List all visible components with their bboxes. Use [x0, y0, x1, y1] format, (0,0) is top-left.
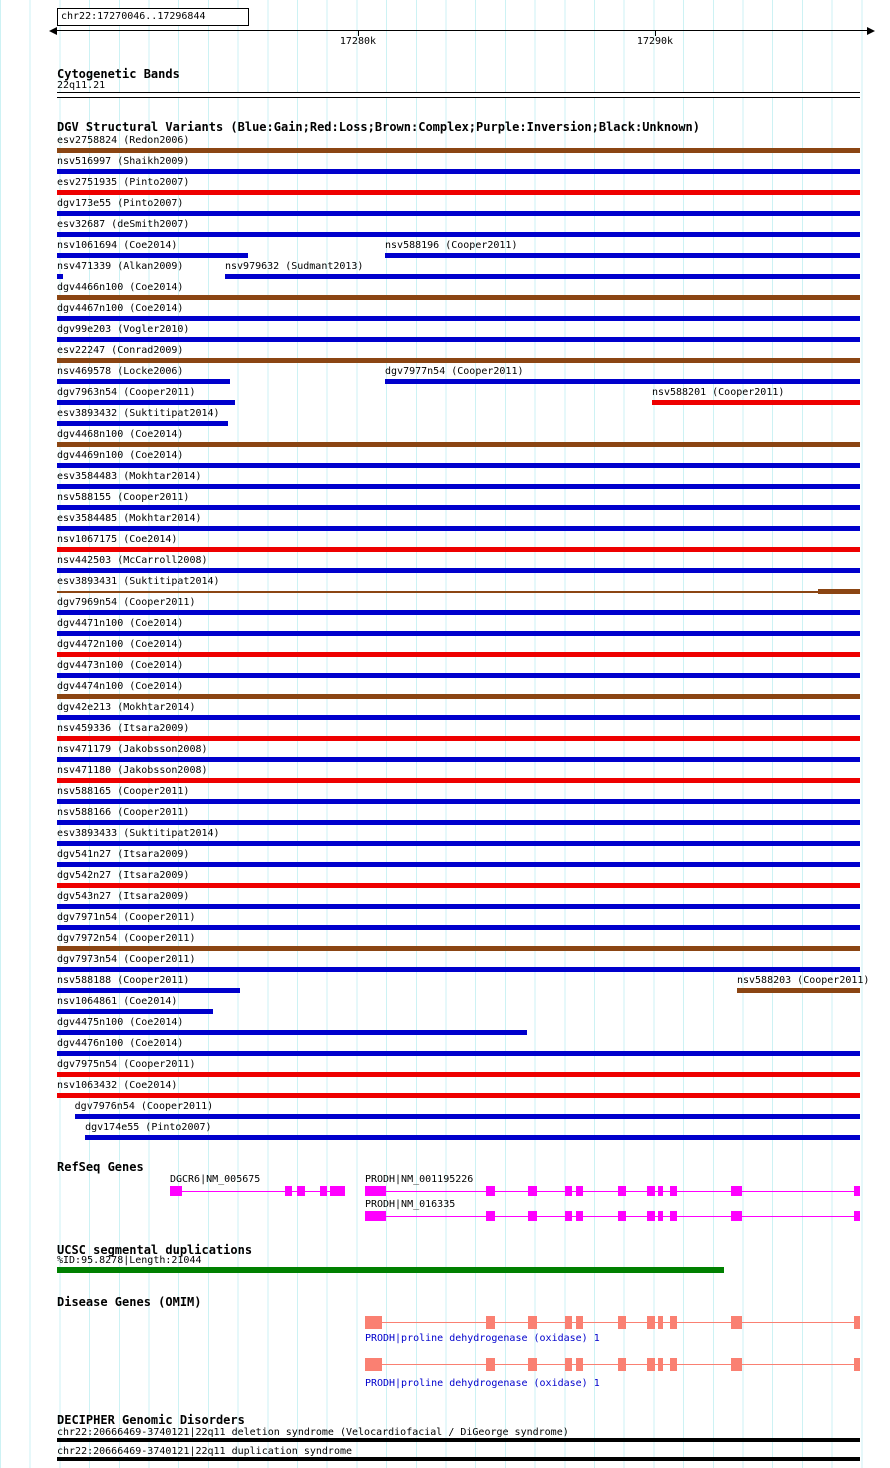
gene-exon[interactable] [365, 1186, 386, 1196]
dgv-variant-label[interactable]: esv2751935 (Pinto2007) [57, 177, 190, 188]
dgv-variant-label[interactable]: nsv588165 (Cooper2011) [57, 786, 190, 797]
gene-exon[interactable] [618, 1211, 626, 1221]
gene-exon[interactable] [854, 1358, 860, 1371]
section-title-refseq: RefSeq Genes [57, 1160, 144, 1174]
region-label-box: chr22:17270046..17296844 [57, 8, 249, 26]
dgv-variant-label[interactable]: dgv543n27 (Itsara2009) [57, 891, 190, 902]
gene-exon[interactable] [658, 1211, 664, 1221]
dgv-variant-label[interactable]: dgv7975n54 (Cooper2011) [57, 1059, 196, 1070]
dgv-variant-bar[interactable] [57, 904, 860, 909]
gene-exon[interactable] [576, 1186, 583, 1196]
gene-intron-line[interactable] [365, 1191, 860, 1192]
dgv-variant-label[interactable]: dgv542n27 (Itsara2009) [57, 870, 190, 881]
dgv-variant-label[interactable]: nsv442503 (McCarroll2008) [57, 555, 208, 566]
dgv-variant-bar[interactable] [57, 652, 860, 657]
gene-label[interactable]: PRODH|proline dehydrogenase (oxidase) 1 [364, 1333, 600, 1344]
gene-exon[interactable] [486, 1316, 494, 1329]
decipher-bar[interactable] [57, 1457, 860, 1461]
dgv-variant-bar[interactable] [57, 484, 860, 489]
gene-label[interactable]: PRODH|NM_016335 [364, 1199, 456, 1210]
dgv-variant-bar[interactable] [57, 1009, 213, 1014]
gene-exon[interactable] [486, 1211, 494, 1221]
dgv-variant-label[interactable]: nsv1067175 (Coe2014) [57, 534, 178, 545]
dgv-variant-label[interactable]: dgv4474n100 (Coe2014) [57, 681, 184, 692]
dgv-variant-label[interactable]: dgv4476n100 (Coe2014) [57, 1038, 184, 1049]
section-title-omim: Disease Genes (OMIM) [57, 1295, 202, 1309]
dgv-variant-label[interactable]: nsv1061694 (Coe2014) [57, 240, 178, 251]
gene-exon[interactable] [528, 1186, 537, 1196]
dgv-variant-bar[interactable] [57, 442, 860, 447]
dgv-variant-label[interactable]: dgv4469n100 (Coe2014) [57, 450, 184, 461]
dgv-variant-label[interactable]: dgv42e213 (Mokhtar2014) [57, 702, 196, 713]
gene-exon[interactable] [320, 1186, 327, 1196]
dgv-variant-label[interactable]: nsv469578 (Locke2006) [57, 366, 184, 377]
gene-label[interactable]: PRODH|NM_001195226 [364, 1174, 474, 1185]
dgv-variant-label[interactable]: dgv541n27 (Itsara2009) [57, 849, 190, 860]
dgv-variant-label[interactable]: esv3893432 (Suktitipat2014) [57, 408, 220, 419]
dgv-variant-label[interactable]: dgv4471n100 (Coe2014) [57, 618, 184, 629]
dgv-variant-label[interactable]: dgv7972n54 (Cooper2011) [57, 933, 196, 944]
dgv-variant-label[interactable]: dgv7971n54 (Cooper2011) [57, 912, 196, 923]
gene-exon[interactable] [365, 1316, 382, 1329]
section-title-decipher: DECIPHER Genomic Disorders [57, 1413, 245, 1427]
gene-exon[interactable] [647, 1316, 654, 1329]
gene-exon[interactable] [565, 1316, 572, 1329]
dgv-variant-bar[interactable] [57, 988, 240, 993]
decipher-bar[interactable] [57, 1438, 860, 1442]
gene-exon[interactable] [670, 1211, 677, 1221]
dgv-variant-bar[interactable] [75, 1114, 860, 1119]
dgv-variant-bar[interactable] [818, 589, 860, 594]
dgv-variant-bar[interactable] [57, 757, 860, 762]
dgv-variant-bar[interactable] [57, 379, 230, 384]
cytoband-bar[interactable] [57, 92, 860, 98]
gene-exon[interactable] [618, 1186, 626, 1196]
dgv-variant-label[interactable]: esv3893433 (Suktitipat2014) [57, 828, 220, 839]
gene-exon[interactable] [170, 1186, 182, 1196]
gene-exon[interactable] [528, 1211, 537, 1221]
dgv-variant-label[interactable]: dgv4473n100 (Coe2014) [57, 660, 184, 671]
dgv-variant-label[interactable]: dgv4468n100 (Coe2014) [57, 429, 184, 440]
dgv-variant-bar[interactable] [57, 673, 860, 678]
gene-exon[interactable] [854, 1186, 860, 1196]
dgv-variant-label[interactable]: dgv4472n100 (Coe2014) [57, 639, 184, 650]
gene-exon[interactable] [731, 1316, 742, 1329]
gene-exon[interactable] [854, 1316, 860, 1329]
dgv-variant-bar[interactable] [57, 841, 860, 846]
dgv-variant-label[interactable]: dgv4466n100 (Coe2014) [57, 282, 184, 293]
ruler-line [56, 30, 868, 31]
gene-exon[interactable] [670, 1358, 677, 1371]
dgv-variant-bar[interactable] [225, 274, 860, 279]
dgv-variant-bar[interactable] [737, 988, 860, 993]
gene-exon[interactable] [647, 1186, 654, 1196]
dgv-variant-label[interactable]: dgv4475n100 (Coe2014) [57, 1017, 184, 1028]
dgv-variant-bar[interactable] [57, 547, 860, 552]
ruler-arrow-left-icon [49, 27, 57, 35]
cytoband-label: 22q11.21 [57, 80, 106, 91]
dgv-variant-line[interactable] [57, 591, 860, 593]
gene-exon[interactable] [576, 1316, 583, 1329]
dgv-variant-label[interactable]: nsv979632 (Sudmant2013) [224, 261, 364, 272]
dgv-variant-label[interactable]: dgv7976n54 (Cooper2011) [74, 1101, 214, 1112]
gene-exon[interactable] [647, 1211, 654, 1221]
dgv-variant-bar[interactable] [57, 778, 860, 783]
dgv-variant-bar[interactable] [57, 169, 860, 174]
dgv-variant-bar[interactable] [57, 1030, 527, 1035]
section-title-cytobands: Cytogenetic Bands [57, 67, 180, 81]
dgv-variant-label[interactable]: dgv7969n54 (Cooper2011) [57, 597, 196, 608]
gene-exon[interactable] [647, 1358, 654, 1371]
gene-exon[interactable] [854, 1211, 860, 1221]
dgv-variant-label[interactable]: esv2758824 (Redon2006) [57, 135, 190, 146]
dgv-variant-bar[interactable] [57, 715, 860, 720]
gene-exon[interactable] [731, 1358, 742, 1371]
dgv-variant-bar[interactable] [57, 526, 860, 531]
dgv-variant-bar[interactable] [57, 316, 860, 321]
gene-label[interactable]: PRODH|proline dehydrogenase (oxidase) 1 [364, 1378, 600, 1389]
dgv-variant-bar[interactable] [57, 148, 860, 153]
gene-exon[interactable] [670, 1316, 677, 1329]
dgv-variant-bar[interactable] [57, 967, 860, 972]
decipher-label[interactable]: chr22:20666469-3740121|22q11 deletion syndrome (Velocardiofacial / DiGeorge syndrome) [57, 1427, 569, 1438]
gene-exon[interactable] [576, 1211, 583, 1221]
segdup-label[interactable]: %ID:95.8278|Length:21044 [57, 1255, 202, 1266]
dgv-variant-bar[interactable] [57, 400, 235, 405]
gene-label[interactable]: DGCR6|NM_005675 [169, 1174, 261, 1185]
gene-intron-line[interactable] [365, 1216, 860, 1217]
dgv-variant-bar[interactable] [57, 337, 860, 342]
dgv-variant-bar[interactable] [57, 925, 860, 930]
gene-exon[interactable] [618, 1358, 626, 1371]
dgv-variant-bar[interactable] [57, 211, 860, 216]
dgv-variant-label[interactable]: dgv4467n100 (Coe2014) [57, 303, 184, 314]
dgv-variant-bar[interactable] [57, 421, 228, 426]
dgv-variant-bar[interactable] [57, 505, 860, 510]
dgv-variant-bar[interactable] [57, 232, 860, 237]
dgv-variant-label[interactable]: dgv99e203 (Vogler2010) [57, 324, 190, 335]
gene-exon[interactable] [528, 1358, 537, 1371]
gene-exon[interactable] [297, 1186, 305, 1196]
dgv-variant-label[interactable]: dgv174e55 (Pinto2007) [85, 1122, 212, 1133]
dgv-variant-bar[interactable] [57, 610, 860, 615]
dgv-variant-label[interactable]: dgv173e55 (Pinto2007) [57, 198, 184, 209]
gene-intron-line[interactable] [365, 1364, 860, 1365]
decipher-label[interactable]: chr22:20666469-3740121|22q11 duplication syndrome [57, 1446, 353, 1457]
dgv-variant-label[interactable]: esv22247 (Conrad2009) [57, 345, 184, 356]
dgv-variant-bar[interactable] [57, 274, 63, 279]
dgv-variant-bar[interactable] [57, 862, 860, 867]
dgv-variant-label[interactable]: esv3584483 (Mokhtar2014) [57, 471, 202, 482]
dgv-variant-label[interactable]: nsv516997 (Shaikh2009) [57, 156, 190, 167]
gene-exon[interactable] [576, 1358, 583, 1371]
dgv-variant-bar[interactable] [57, 694, 860, 699]
gene-exon[interactable] [658, 1316, 664, 1329]
dgv-variant-label[interactable]: nsv588155 (Cooper2011) [57, 492, 190, 503]
dgv-variant-label[interactable]: nsv471339 (Alkan2009) [57, 261, 184, 272]
gene-exon[interactable] [731, 1186, 742, 1196]
section-title-segdup: UCSC segmental duplications [57, 1243, 253, 1257]
dgv-variant-bar[interactable] [385, 253, 860, 258]
dgv-variant-bar[interactable] [85, 1135, 860, 1140]
gene-exon[interactable] [486, 1186, 494, 1196]
dgv-variant-bar[interactable] [57, 820, 860, 825]
dgv-variant-label[interactable]: nsv588203 (Cooper2011) [736, 975, 870, 986]
gene-exon[interactable] [285, 1186, 293, 1196]
dgv-variant-label[interactable]: esv3893431 (Suktitipat2014) [57, 576, 220, 587]
dgv-variant-bar[interactable] [57, 1072, 860, 1077]
dgv-variant-bar[interactable] [652, 400, 860, 405]
gene-exon[interactable] [330, 1186, 345, 1196]
gene-exon[interactable] [486, 1358, 494, 1371]
gene-intron-line[interactable] [365, 1322, 860, 1323]
dgv-variant-label[interactable]: nsv588196 (Cooper2011) [385, 240, 518, 251]
gene-exon[interactable] [365, 1211, 386, 1221]
dgv-variant-bar[interactable] [57, 253, 248, 258]
dgv-variant-label[interactable]: dgv7973n54 (Cooper2011) [57, 954, 196, 965]
dgv-variant-label[interactable]: esv3584485 (Mokhtar2014) [57, 513, 202, 524]
dgv-variant-label[interactable]: nsv459336 (Itsara2009) [57, 723, 190, 734]
gene-exon[interactable] [565, 1358, 572, 1371]
dgv-variant-bar[interactable] [57, 295, 860, 300]
dgv-variant-label[interactable]: nsv588166 (Cooper2011) [57, 807, 190, 818]
gene-exon[interactable] [670, 1186, 677, 1196]
dgv-variant-bar[interactable] [57, 1093, 860, 1098]
dgv-variant-label[interactable]: dgv7977n54 (Cooper2011) [385, 366, 524, 377]
gene-exon[interactable] [565, 1211, 572, 1221]
dgv-variant-label[interactable]: dgv7963n54 (Cooper2011) [57, 387, 196, 398]
dgv-variant-label[interactable]: nsv1063432 (Coe2014) [57, 1080, 178, 1091]
section-title-dgv: DGV Structural Variants (Blue:Gain;Red:Loss;Brown:Complex;Purple:Inversion;Black:Unknown) [57, 120, 700, 134]
dgv-variant-bar[interactable] [57, 568, 860, 573]
dgv-variant-label[interactable]: nsv1064861 (Coe2014) [57, 996, 178, 1007]
gene-exon[interactable] [731, 1211, 742, 1221]
dgv-variant-bar[interactable] [57, 463, 860, 468]
dgv-variant-label[interactable]: nsv471180 (Jakobsson2008) [57, 765, 208, 776]
ruler-tick-label: 17290k [636, 36, 674, 47]
gene-exon[interactable] [565, 1186, 572, 1196]
dgv-variant-bar[interactable] [385, 379, 860, 384]
dgv-variant-label[interactable]: nsv471179 (Jakobsson2008) [57, 744, 208, 755]
gene-exon[interactable] [658, 1358, 664, 1371]
dgv-variant-bar[interactable] [57, 1051, 860, 1056]
dgv-variant-label[interactable]: nsv588201 (Cooper2011) [651, 387, 785, 398]
dgv-variant-bar[interactable] [57, 736, 860, 741]
gene-exon[interactable] [528, 1316, 537, 1329]
ruler-tick-label: 17280k [339, 36, 377, 47]
dgv-variant-label[interactable]: esv32687 (deSmith2007) [57, 219, 190, 230]
ruler-arrow-right-icon [867, 27, 875, 35]
gene-exon[interactable] [658, 1186, 664, 1196]
dgv-variant-bar[interactable] [57, 946, 860, 951]
dgv-variant-bar[interactable] [57, 883, 860, 888]
dgv-variant-bar[interactable] [57, 631, 860, 636]
dgv-variant-label[interactable]: nsv588188 (Cooper2011) [57, 975, 190, 986]
gene-exon[interactable] [618, 1316, 626, 1329]
dgv-variant-bar[interactable] [57, 190, 860, 195]
gene-exon[interactable] [365, 1358, 382, 1371]
dgv-variant-bar[interactable] [57, 358, 860, 363]
dgv-variant-bar[interactable] [57, 799, 860, 804]
segdup-bar[interactable] [57, 1267, 724, 1273]
